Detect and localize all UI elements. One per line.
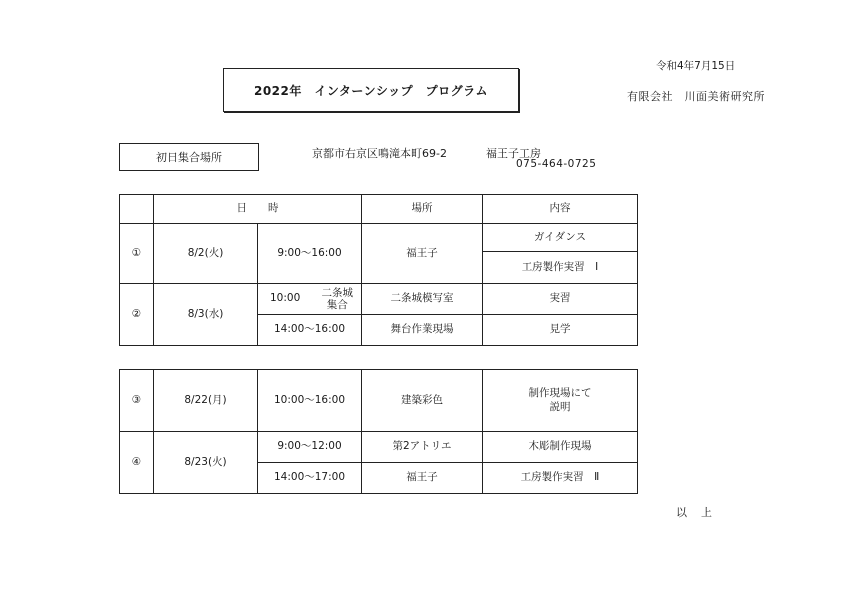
header-location: 場所 bbox=[362, 195, 483, 224]
time-cell: 9:00～16:00 bbox=[258, 224, 362, 284]
meeting-place-label: 初日集合場所 bbox=[119, 143, 259, 171]
day-date: 8/22(月) bbox=[154, 370, 258, 432]
day-date: 8/2(火) bbox=[154, 224, 258, 284]
content-cell: 実習 bbox=[483, 284, 638, 315]
day-number: ② bbox=[120, 284, 154, 346]
document-date: 令和4年7月15日 bbox=[656, 60, 736, 72]
closing-remark: 以上 bbox=[676, 506, 726, 519]
time-cell: 14:00～17:00 bbox=[258, 463, 362, 494]
schedule-table-2 bbox=[119, 369, 638, 494]
day-date: 8/3(水) bbox=[154, 284, 258, 346]
header-num-cell bbox=[120, 195, 154, 224]
location-cell: 第2アトリエ bbox=[362, 432, 483, 463]
time-cell: 9:00～12:00 bbox=[258, 432, 362, 463]
table-row bbox=[120, 432, 638, 463]
time-note: 二条城 集合 bbox=[321, 286, 353, 311]
location-cell: 建築彩色 bbox=[362, 370, 483, 432]
time-cell bbox=[258, 284, 362, 315]
table-row bbox=[120, 224, 638, 252]
location-cell: 福王子 bbox=[362, 463, 483, 494]
time-cell: 10:00～16:00 bbox=[258, 370, 362, 432]
table-header-row bbox=[120, 195, 638, 224]
meeting-address: 京都市右京区鳴滝本町69-2 bbox=[312, 147, 447, 160]
header-datetime: 日 時 bbox=[154, 195, 362, 224]
schedule-table-1 bbox=[119, 194, 638, 346]
content-cell: 見学 bbox=[483, 315, 638, 346]
day-number: ④ bbox=[120, 432, 154, 494]
document-title: 2022年 インターンシップ プログラム bbox=[223, 68, 519, 112]
header-content: 内容 bbox=[483, 195, 638, 224]
time-value: 10:00 bbox=[270, 292, 301, 305]
day-date: 8/23(火) bbox=[154, 432, 258, 494]
meeting-phone: 075-464-0725 bbox=[516, 158, 597, 170]
content-cell: 工房製作実習 Ⅰ bbox=[483, 252, 638, 284]
table-row bbox=[120, 284, 638, 315]
location-cell: 福王子 bbox=[362, 224, 483, 284]
company-name: 有限会社 川面美術研究所 bbox=[627, 90, 765, 103]
day-number: ① bbox=[120, 224, 154, 284]
meeting-place-name: 福王子工房 bbox=[486, 147, 541, 160]
time-cell: 14:00～16:00 bbox=[258, 315, 362, 346]
content-cell: ガイダンス bbox=[483, 224, 638, 252]
day-number: ③ bbox=[120, 370, 154, 432]
content-cell: 木彫制作現場 bbox=[483, 432, 638, 463]
location-cell: 二条城模写室 bbox=[362, 284, 483, 315]
content-cell: 工房製作実習 Ⅱ bbox=[483, 463, 638, 494]
location-cell: 舞台作業現場 bbox=[362, 315, 483, 346]
table-row bbox=[120, 370, 638, 432]
content-cell: 制作現場にて 説明 bbox=[483, 370, 638, 432]
